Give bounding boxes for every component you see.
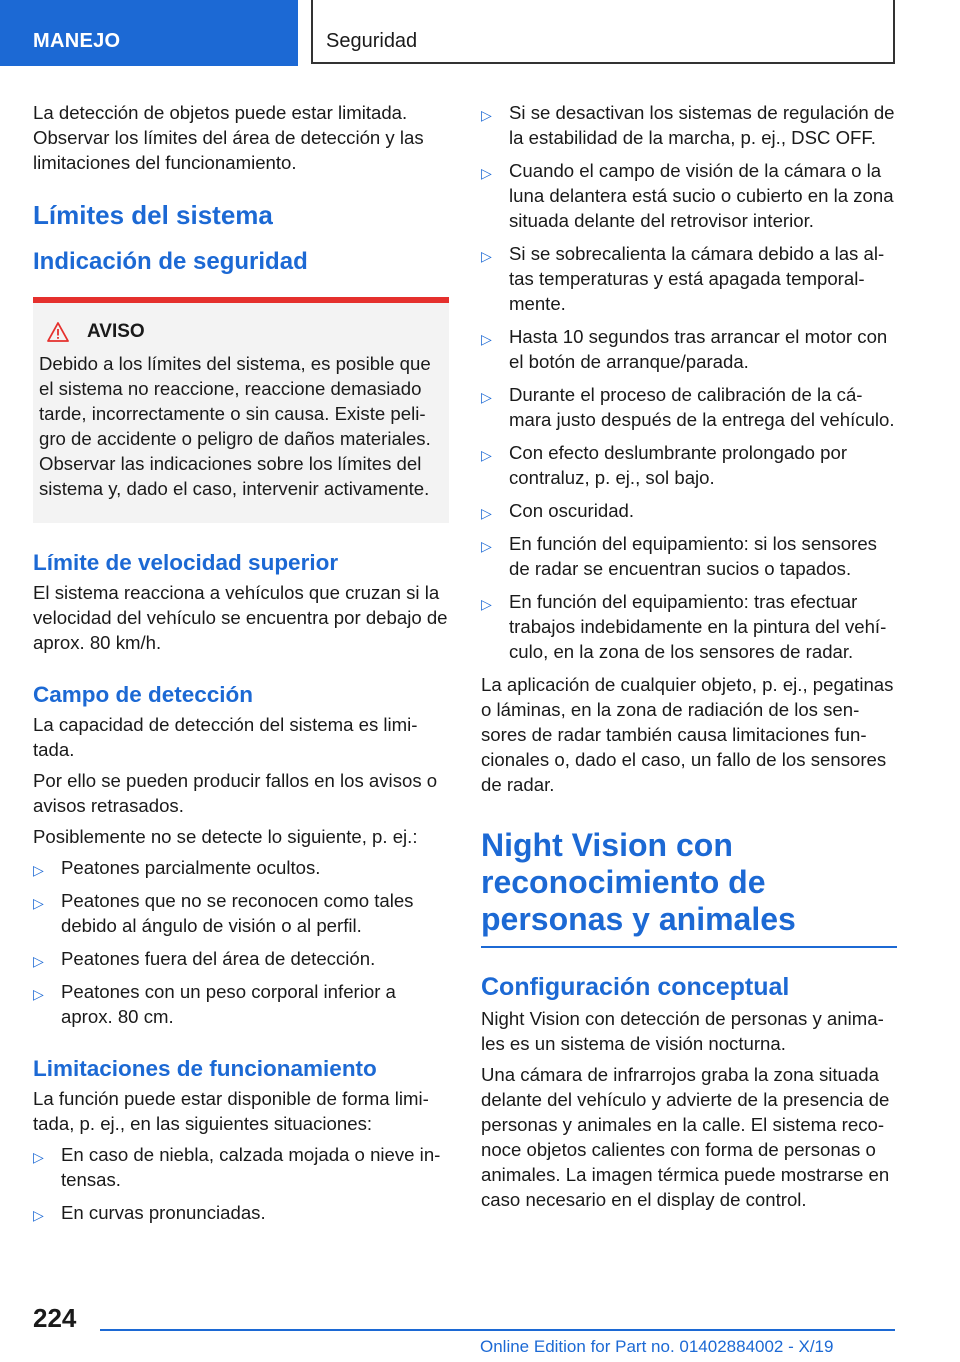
bullet-triangle-icon: ▷ bbox=[481, 447, 492, 463]
heading-night-vision: Night Vision con reconocimiento de personas y animales bbox=[481, 827, 897, 948]
warning-text: Debido a los límites del sistema, es posible que el sistema no reaccione, reaccione demasiado tarde, incorrectamente o sin causa. Existe peligro de accidente o peligro de daños materiales. Observar las indicaciones sobre los límites del sistema y, dado el caso, intervenir activamente. bbox=[39, 353, 431, 499]
section-tab: MANEJO bbox=[0, 0, 298, 66]
function-paragraph: La función puede estar disponible de forma limitada, p. ej., en las siguientes situaciones: bbox=[33, 1088, 429, 1134]
bullet-triangle-icon: ▷ bbox=[481, 596, 492, 612]
intro-paragraph: La detección de objetos puede estar limitada. Observar los límites del área de detección y las limitaciones del funcionamiento. bbox=[33, 102, 424, 173]
bullet-triangle-icon: ▷ bbox=[481, 331, 492, 347]
conditions-list bbox=[481, 100, 897, 664]
list-item: ▷ Si se desactivan los sistemas de regulación de la estabilidad de la marcha, p. ej., DSC OFF. bbox=[481, 102, 895, 148]
list-item: ▷ En función del equipamiento: si los sensores de radar se encuentran sucios o tapados. bbox=[481, 533, 877, 579]
heading-detection-field: Campo de detección bbox=[33, 682, 254, 707]
bullet-triangle-icon: ▷ bbox=[481, 248, 492, 264]
left-column bbox=[33, 100, 449, 1233]
list-item: ▷ Peatones parcialmente ocultos. bbox=[33, 855, 449, 880]
heading-system-limits: Límites del sistema bbox=[33, 200, 273, 230]
footer-edition: Online Edition for Part no. 01402884002 - X/19 bbox=[480, 1337, 834, 1356]
detection-paragraph-3: Posiblemente no se detecte lo siguiente, p. ej.: bbox=[33, 826, 418, 847]
heading-speed-limit: Límite de velocidad superior bbox=[33, 550, 339, 575]
list-item: ▷ Si se sobrecalienta la cámara debido a las altas temperaturas y está apagada temporalmente. bbox=[481, 243, 885, 314]
heading-concept: Configuración conceptual bbox=[481, 973, 790, 1001]
bullet-triangle-icon: ▷ bbox=[481, 538, 492, 554]
list-item: ▷ Durante el proceso de calibración de la cámara justo después de la entrega del vehículo. bbox=[481, 384, 895, 430]
list-item: ▷ Hasta 10 segundos tras arrancar el motor con el botón de arranque/parada. bbox=[481, 326, 888, 372]
bullet-triangle-icon: ▷ bbox=[33, 1149, 44, 1165]
detection-paragraph-1: La capacidad de detección del sistema es limitada. bbox=[33, 714, 418, 760]
footer-divider bbox=[100, 1329, 895, 1331]
bullet-triangle-icon: ▷ bbox=[33, 862, 44, 878]
list-item: ▷ En caso de niebla, calzada mojada o nieve intensas. bbox=[33, 1144, 441, 1190]
list-item: ▷ Con oscuridad. bbox=[481, 498, 897, 523]
warning-box bbox=[33, 297, 449, 523]
list-item: ▷ En curvas pronunciadas. bbox=[33, 1200, 449, 1225]
bullet-triangle-icon: ▷ bbox=[481, 165, 492, 181]
list-item: ▷ En función del equipamiento: tras efectuar trabajos indebidamente en la pintura del vehículo, en la zona de los sensores de radar. bbox=[481, 591, 887, 662]
bullet-triangle-icon: ▷ bbox=[33, 953, 44, 969]
heading-function-limits: Limitaciones de funcionamiento bbox=[33, 1056, 377, 1081]
bullet-triangle-icon: ▷ bbox=[33, 1207, 44, 1223]
speed-paragraph: El sistema reacciona a vehículos que cruzan si la velocidad del vehículo se encuentra por debajo de aprox. 80 km/h. bbox=[33, 582, 448, 653]
list-item: ▷ Peatones fuera del área de detección. bbox=[33, 946, 449, 971]
list-item: ▷ Peatones que no se reconocen como tales debido al ángulo de visión o al perfil. bbox=[33, 890, 414, 936]
detection-list bbox=[33, 855, 449, 1029]
warning-header bbox=[39, 321, 439, 343]
bullet-triangle-icon: ▷ bbox=[481, 505, 492, 521]
concept-paragraph-1: Night Vision con detección de personas y animales es un sistema de visión nocturna. bbox=[481, 1008, 884, 1054]
radar-paragraph: La aplicación de cualquier objeto, p. ej., pegatinas o láminas, en la zona de radiación de los sensores de radar también causa limitaciones funcionales o, dado el caso, un fallo de los sensores de radar. bbox=[481, 674, 894, 795]
page-number: 224 bbox=[33, 1303, 77, 1333]
chapter-title: Seguridad bbox=[311, 0, 895, 64]
concept-paragraph-2: Una cámara de infrarrojos graba la zona situada delante del vehículo y advierte de la presencia de personas y animales en la calle. El sistema reconoce objetos calientes con forma de personas o animales. La imagen térmica puede mostrarse en caso necesario en el display de control. bbox=[481, 1064, 890, 1210]
list-item: ▷ Con efecto deslumbrante prolongado por contraluz, p. ej., sol bajo. bbox=[481, 442, 848, 488]
bullet-triangle-icon: ▷ bbox=[481, 389, 492, 405]
heading-safety-note: Indicación de seguridad bbox=[33, 248, 308, 275]
right-column bbox=[481, 100, 897, 1218]
list-item: ▷ Peatones con un peso corporal inferior a aprox. 80 cm. bbox=[33, 981, 396, 1027]
list-item: ▷ Cuando el campo de visión de la cámara o la luna delantera está sucio o cubierto en la zona situada delante del retrovisor interior. bbox=[481, 160, 894, 231]
function-list bbox=[33, 1142, 449, 1225]
bullet-triangle-icon: ▷ bbox=[33, 895, 44, 911]
warning-triangle-icon bbox=[47, 322, 69, 342]
warning-title: AVISO bbox=[87, 321, 145, 342]
detection-paragraph-2: Por ello se pueden producir fallos en los avisos o avisos retrasados. bbox=[33, 770, 438, 816]
bullet-triangle-icon: ▷ bbox=[481, 107, 492, 123]
bullet-triangle-icon: ▷ bbox=[33, 986, 44, 1002]
